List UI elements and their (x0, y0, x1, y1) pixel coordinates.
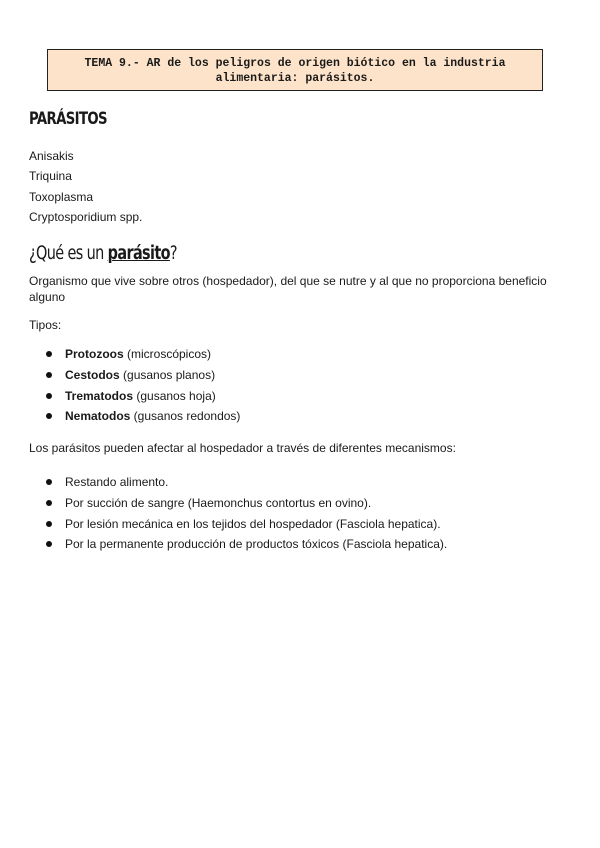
mechanism-text: Por lesión mecánica en los tejidos del hospedador (Fasciola hepatica). (65, 516, 441, 531)
bullet-icon (46, 351, 52, 357)
parasite-list-item: Anisakis (29, 149, 74, 163)
bullet-icon (46, 500, 52, 506)
type-description: (microscópicos) (123, 347, 212, 361)
mechanisms-list (46, 474, 447, 557)
types-label: Tipos: (29, 318, 62, 332)
heading-keyword: parásito (107, 243, 170, 264)
list-item (46, 516, 447, 537)
list-item (46, 346, 240, 367)
parasite-list-item: Toxoplasma (29, 190, 94, 204)
bullet-icon (46, 393, 52, 399)
mechanisms-intro: Los parásitos pueden afectar al hospedador a través de diferentes mecanismos: (29, 441, 456, 455)
list-item (46, 408, 240, 429)
document-title-line-1: TEMA 9.- AR de los peligros de origen biótico en la industria (84, 57, 506, 70)
parasite-definition: Organismo que vive sobre otros (hospedador), del que se nutre y al que no proporciona beneficio alguno (29, 274, 547, 304)
section-heading-parasitos: PARÁSITOS (29, 109, 107, 129)
parasite-list-item: Cryptosporidium spp. (29, 210, 143, 224)
parasite-list-item: Triquina (29, 169, 72, 183)
list-item (46, 474, 447, 495)
heading-prefix: ¿Qué es un (29, 243, 108, 264)
bullet-icon (46, 521, 52, 527)
list-item (46, 536, 447, 557)
document-title-line-2: alimentaria: parásitos. (215, 72, 375, 85)
mechanism-text: Por succión de sangre (Haemonchus contortus en ovino). (65, 495, 372, 510)
list-item (46, 367, 240, 388)
type-name: Trematodos (65, 388, 134, 403)
type-name: Protozoos (65, 347, 124, 361)
bullet-icon (46, 372, 52, 378)
type-description: (gusanos planos) (119, 367, 216, 382)
bullet-icon (46, 541, 52, 547)
type-description: (gusanos hoja) (133, 388, 216, 403)
section-heading-que-es-parasito (29, 243, 177, 264)
bullet-icon (46, 413, 52, 419)
type-name: Cestodos (65, 367, 120, 382)
heading-suffix: ? (169, 243, 177, 264)
bullet-icon (46, 479, 52, 485)
type-description: (gusanos redondos) (130, 409, 241, 424)
type-name: Nematodos (65, 409, 131, 424)
mechanism-text: Restando alimento. (65, 475, 169, 489)
list-item (46, 388, 240, 409)
parasite-types-list (46, 346, 240, 429)
document-title-box (47, 49, 543, 91)
mechanism-text: Por la permanente producción de productos tóxicos (Fasciola hepatica). (65, 537, 448, 552)
list-item (46, 495, 447, 516)
